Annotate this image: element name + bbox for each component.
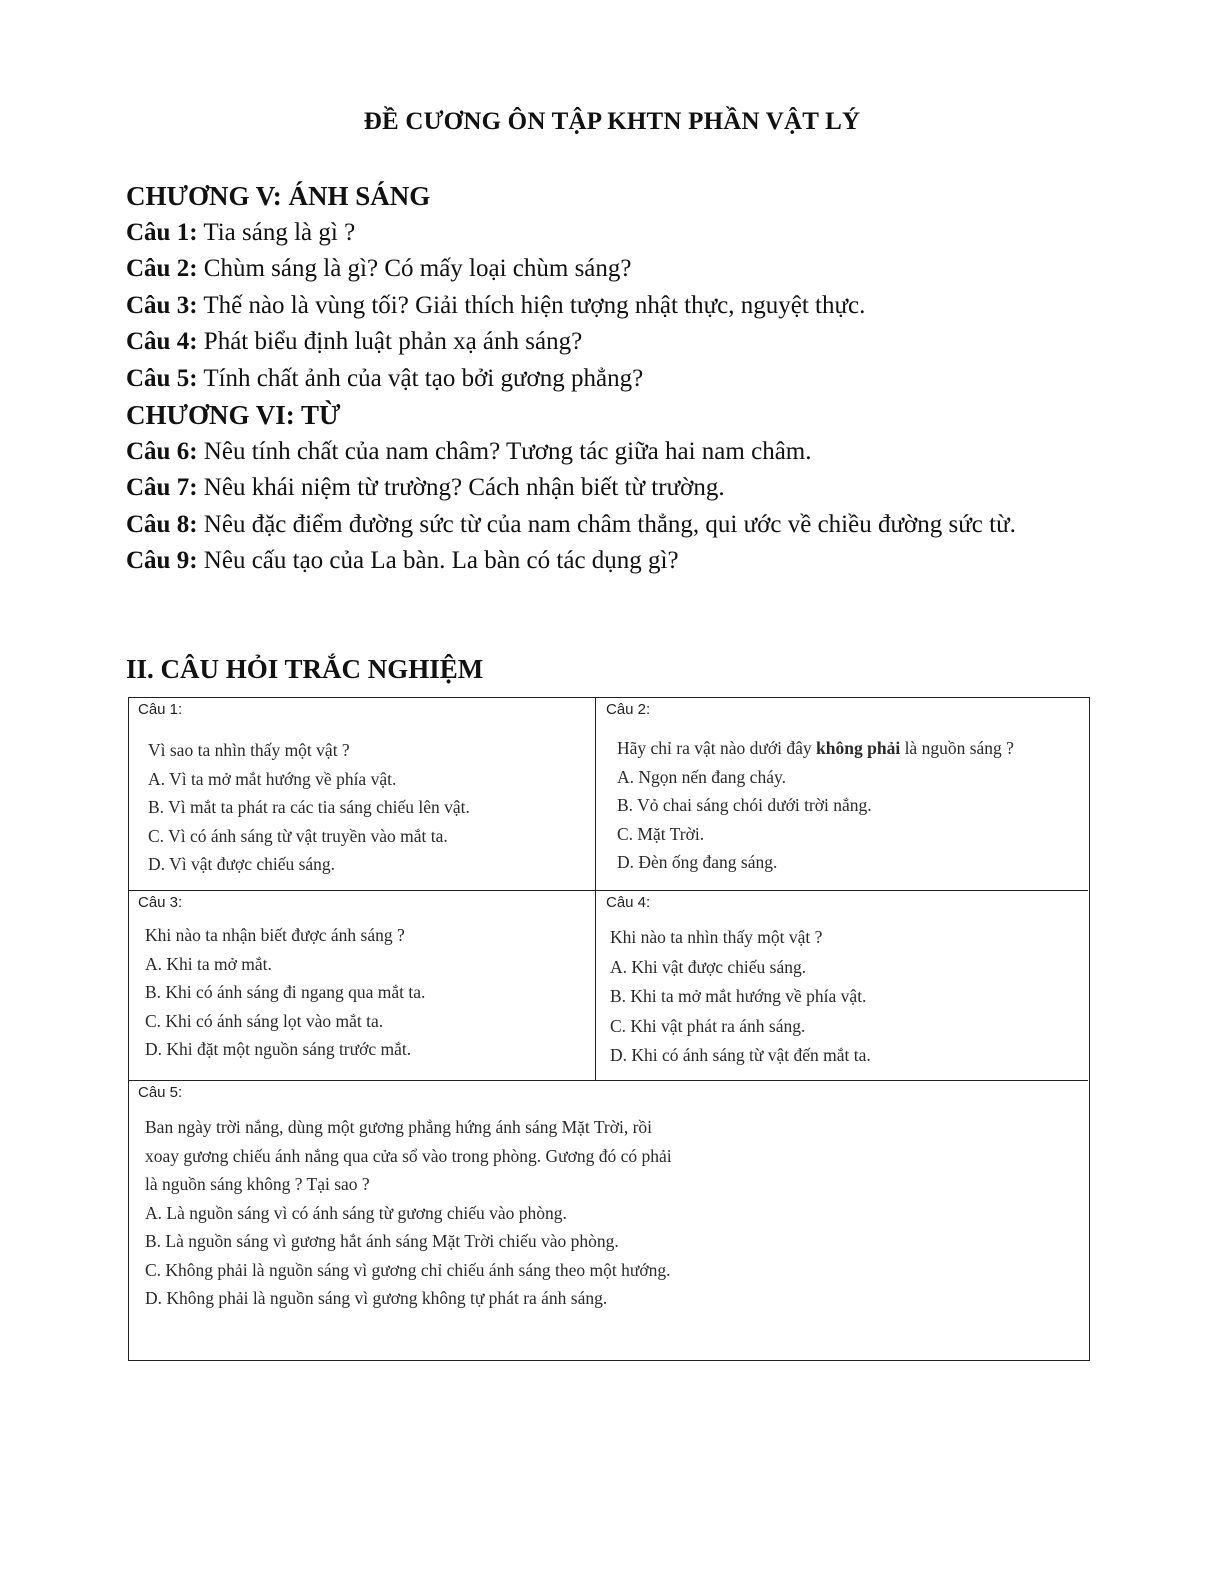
mc-question-label: Câu 1: bbox=[138, 701, 183, 718]
mc-question-stem: Khi nào ta nhận biết được ánh sáng ? bbox=[145, 925, 405, 945]
mc-question-label: Câu 3: bbox=[138, 894, 183, 911]
mc-question-cell bbox=[129, 698, 596, 891]
question-label: Câu 6: bbox=[126, 437, 198, 465]
chapter-heading: CHƯƠNG V: ÁNH SÁNG bbox=[126, 181, 431, 211]
mc-question-stem: Khi nào ta nhìn thấy một vật ? bbox=[610, 927, 823, 947]
question-text: Tính chất ảnh của vật tạo bởi gương phẳng? bbox=[197, 364, 644, 392]
mc-option: C. Không phải là nguồn sáng vì gương chỉ chiếu ánh sáng theo một hướng. bbox=[145, 1259, 671, 1280]
question-text: Phát biểu định luật phản xạ ánh sáng? bbox=[197, 328, 583, 355]
mc-question-body bbox=[145, 921, 425, 1064]
mc-option: C. Mặt Trời. bbox=[617, 823, 705, 844]
question-label: Câu 1: bbox=[126, 218, 198, 246]
mc-option: D. Không phải là nguồn sáng vì gương không tự phát ra ánh sáng. bbox=[145, 1288, 608, 1308]
question-text: Tia sáng là gì ? bbox=[197, 218, 356, 246]
essay-question bbox=[126, 507, 1101, 544]
essay-question bbox=[126, 324, 1101, 361]
mc-question-body bbox=[148, 736, 470, 879]
essay-question bbox=[126, 543, 1101, 580]
mc-question-label: Câu 2: bbox=[606, 701, 651, 718]
question-text: Nêu khái niệm từ trường? Cách nhận biết từ trường. bbox=[197, 474, 725, 501]
stem-text: Hãy chỉ ra vật nào dưới đây bbox=[617, 738, 817, 758]
mc-question-body bbox=[610, 923, 871, 1071]
question-label: Câu 8: bbox=[126, 510, 198, 538]
question-label: Câu 3: bbox=[126, 291, 198, 319]
mc-option: D. Vì vật được chiếu sáng. bbox=[148, 854, 336, 874]
essay-question bbox=[126, 470, 1101, 507]
mc-option: A. Khi vật được chiếu sáng. bbox=[610, 956, 807, 977]
mc-question-cell bbox=[129, 891, 596, 1081]
essay-question bbox=[126, 215, 1101, 252]
essay-question bbox=[126, 288, 1101, 325]
mc-option: D. Khi đặt một nguồn sáng trước mắt. bbox=[145, 1039, 412, 1059]
mc-question-label: Câu 4: bbox=[606, 894, 651, 911]
stem-text: là nguồn sáng ? bbox=[900, 738, 1014, 758]
mc-option: B. Khi có ánh sáng đi ngang qua mắt ta. bbox=[145, 982, 426, 1002]
mc-option: D. Đèn ống đang sáng. bbox=[617, 852, 778, 872]
mc-question-cell bbox=[596, 698, 1088, 891]
question-text: Chùm sáng là gì? Có mấy loại chùm sáng? bbox=[197, 255, 632, 282]
essay-question bbox=[126, 361, 1101, 398]
mc-question-label: Câu 5: bbox=[138, 1084, 183, 1101]
mc-option: C. Vì có ánh sáng từ vật truyền vào mắt ta. bbox=[148, 825, 448, 846]
essay-question bbox=[126, 434, 1101, 471]
mc-option: B. Vì mắt ta phát ra các tia sáng chiếu lên vật. bbox=[148, 797, 470, 817]
mc-option: B. Vỏ chai sáng chói dưới trời nắng. bbox=[617, 795, 872, 815]
mc-question-stem: Vì sao ta nhìn thấy một vật ? bbox=[148, 740, 350, 760]
question-label: Câu 7: bbox=[126, 474, 198, 501]
mc-question-cell bbox=[596, 891, 1088, 1081]
mc-option: A. Khi ta mở mắt. bbox=[145, 953, 272, 974]
question-text: Nêu đặc điểm đường sức từ của nam châm thẳng, qui ước về chiều đường sức từ. bbox=[197, 510, 1016, 538]
mc-option: A. Là nguồn sáng vì có ánh sáng từ gương chiếu vào phòng. bbox=[145, 1202, 567, 1223]
chapter-heading: CHƯƠNG VI: TỪ bbox=[126, 400, 341, 430]
stem-emphasis: không phải bbox=[816, 738, 901, 758]
mc-question-stem-line: là nguồn sáng không ? Tại sao ? bbox=[145, 1174, 370, 1194]
mc-question-body bbox=[145, 1113, 785, 1313]
mc-option: A. Vì ta mở mắt hướng về phía vật. bbox=[148, 768, 397, 789]
mc-option: B. Khi ta mở mắt hướng về phía vật. bbox=[610, 986, 867, 1006]
question-text: Nêu cấu tạo của La bàn. La bàn có tác dụng gì? bbox=[197, 547, 679, 574]
essay-question bbox=[126, 251, 1101, 288]
essay-section bbox=[126, 178, 1101, 580]
mc-question-table bbox=[128, 697, 1090, 1361]
mc-option: C. Khi vật phát ra ánh sáng. bbox=[610, 1015, 806, 1036]
mc-option: A. Ngọn nến đang cháy. bbox=[617, 766, 786, 787]
mc-option: C. Khi có ánh sáng lọt vào mắt ta. bbox=[145, 1010, 384, 1031]
mc-question-stem bbox=[617, 734, 1014, 763]
question-text: Thế nào là vùng tối? Giải thích hiện tượng nhật thực, nguyệt thực. bbox=[197, 291, 866, 319]
question-label: Câu 9: bbox=[126, 547, 198, 574]
mc-question-body bbox=[617, 734, 1014, 877]
mc-option: B. Là nguồn sáng vì gương hắt ánh sáng Mặt Trời chiếu vào phòng. bbox=[145, 1231, 619, 1251]
question-label: Câu 5: bbox=[126, 364, 198, 392]
mc-option: D. Khi có ánh sáng từ vật đến mắt ta. bbox=[610, 1045, 871, 1065]
question-label: Câu 2: bbox=[126, 255, 198, 282]
mc-question-cell bbox=[129, 1081, 1088, 1359]
mc-question-stem-line: Ban ngày trời nắng, dùng một gương phẳng hứng ánh sáng Mặt Trời, rồi bbox=[145, 1117, 653, 1137]
question-text: Nêu tính chất của nam châm? Tương tác giữa hai nam châm. bbox=[197, 437, 812, 465]
question-label: Câu 4: bbox=[126, 328, 198, 355]
page-title: ĐỀ CƯƠNG ÔN TẬP KHTN PHẦN VẬT LÝ bbox=[363, 108, 861, 135]
mc-section-heading: II. CÂU HỎI TRẮC NGHIỆM bbox=[126, 654, 484, 684]
mc-question-stem-line: xoay gương chiếu ánh nắng qua cửa sổ vào trong phòng. Gương đó có phải bbox=[145, 1145, 672, 1166]
